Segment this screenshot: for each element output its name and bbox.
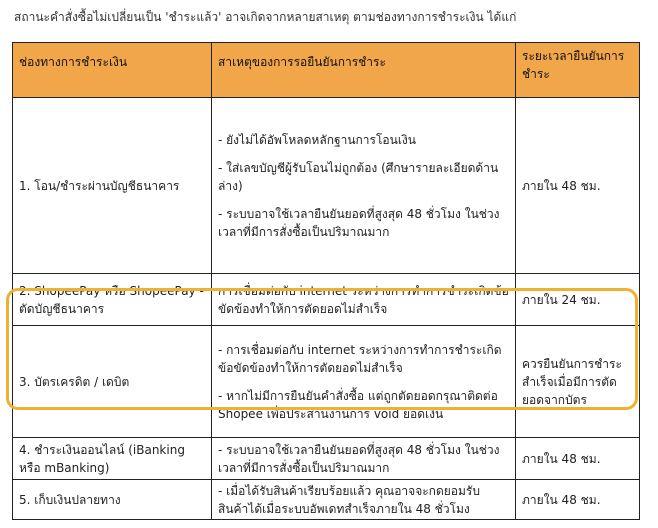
header-time: ระยะเวลายืนยันการชำระ — [516, 42, 640, 98]
reason-text: - เมื่อได้รับสินค้าเรียบร้อยแล้ว คุณอาจจะกดยอมรับสินค้าได้เมื่อระบบอัพเดทสำเร็จภายใน 48 ชั่วโมง — [218, 483, 480, 516]
table-row-1-reasons — [212, 98, 516, 274]
table-row-2-channel: 2. ShopeePay หรือ ShopeePay - ตัดบัญชีธนาคาร — [12, 274, 212, 326]
table-row-5-channel: 5. เก็บเงินปลายทาง — [12, 480, 212, 520]
table-row-4-reasons — [212, 438, 516, 480]
table-row-3-channel: 3. บัตรเครดิต / เดบิต — [12, 326, 212, 438]
reason-text: การเชื่อมต่อกับ internet ระหว่างการทำการชำระเกิดข้อขัดข้องทำให้การตัดยอดไม่สำเร็จ — [218, 283, 509, 316]
table-row-5-time: ภายใน 48 ชม. — [516, 480, 640, 520]
header-channel: ช่องทางการชำระเงิน — [12, 42, 212, 98]
table-row-2-time: ภายใน 24 ชม. — [516, 274, 640, 326]
intro-text: สถานะคำสั่งซื้อไม่เปลี่ยนเป็น 'ชำระแล้ว' อาจเกิดจากหลายสาเหตุ ตามช่องทางการชำระเงิน ได้แก่ — [14, 10, 517, 24]
reason-text: - ยังไม่ได้อัพโหลดหลักฐานการโอนเงิน — [218, 132, 416, 147]
payment-status-table — [12, 42, 640, 520]
reason-text: - ระบบอาจใช้เวลายืนยันยอดที่สูงสุด 48 ชั่วโมง ในช่วงเวลาที่มีการสั่งซื้อเป็นปริมาณมาก — [218, 442, 500, 475]
reason-text: - ใส่เลขบัญชีผู้รับโอนไม่ถูกต้อง (ศึกษารายละเอียดด้านล่าง) — [218, 160, 499, 193]
table-row-3-time: ควรยืนยันการชำระสำเร็จเมื่อมีการตัดยอดจากบัตร — [516, 326, 640, 438]
table-row-4-channel: 4. ชำระเงินออนไลน์ (iBanking หรือ mBanking) — [12, 438, 212, 480]
reason-text: - ระบบอาจใช้เวลายืนยันยอดที่สูงสุด 48 ชั่วโมง ในช่วงเวลาที่มีการสั่งซื้อเป็นปริมาณมาก — [218, 206, 500, 239]
table-row-3-reasons — [212, 326, 516, 438]
table-row-1-channel: 1. โอน/ชำระผ่านบัญชีธนาคาร — [12, 98, 212, 274]
table-row-4-time: ภายใน 48 ชม. — [516, 438, 640, 480]
table-row-5-reasons — [212, 480, 516, 520]
reason-text: - หากไม่มีการยืนยันคำสั่งซื้อ แต่ถูกตัดยอดกรุณาติดต่อ Shopee เพื่อประสานงานการ void ยอดเงิน — [218, 388, 498, 421]
header-reason: สาเหตุของการรอยืนยันการชำระ — [212, 42, 516, 98]
reason-text: - การเชื่อมต่อกับ internet ระหว่างการทำการชำระเกิดข้อขัดข้องทำให้การตัดยอดไม่สำเร็จ — [218, 342, 502, 375]
table-row-1-time: ภายใน 48 ชม. — [516, 98, 640, 274]
table-row-2-reasons — [212, 274, 516, 326]
